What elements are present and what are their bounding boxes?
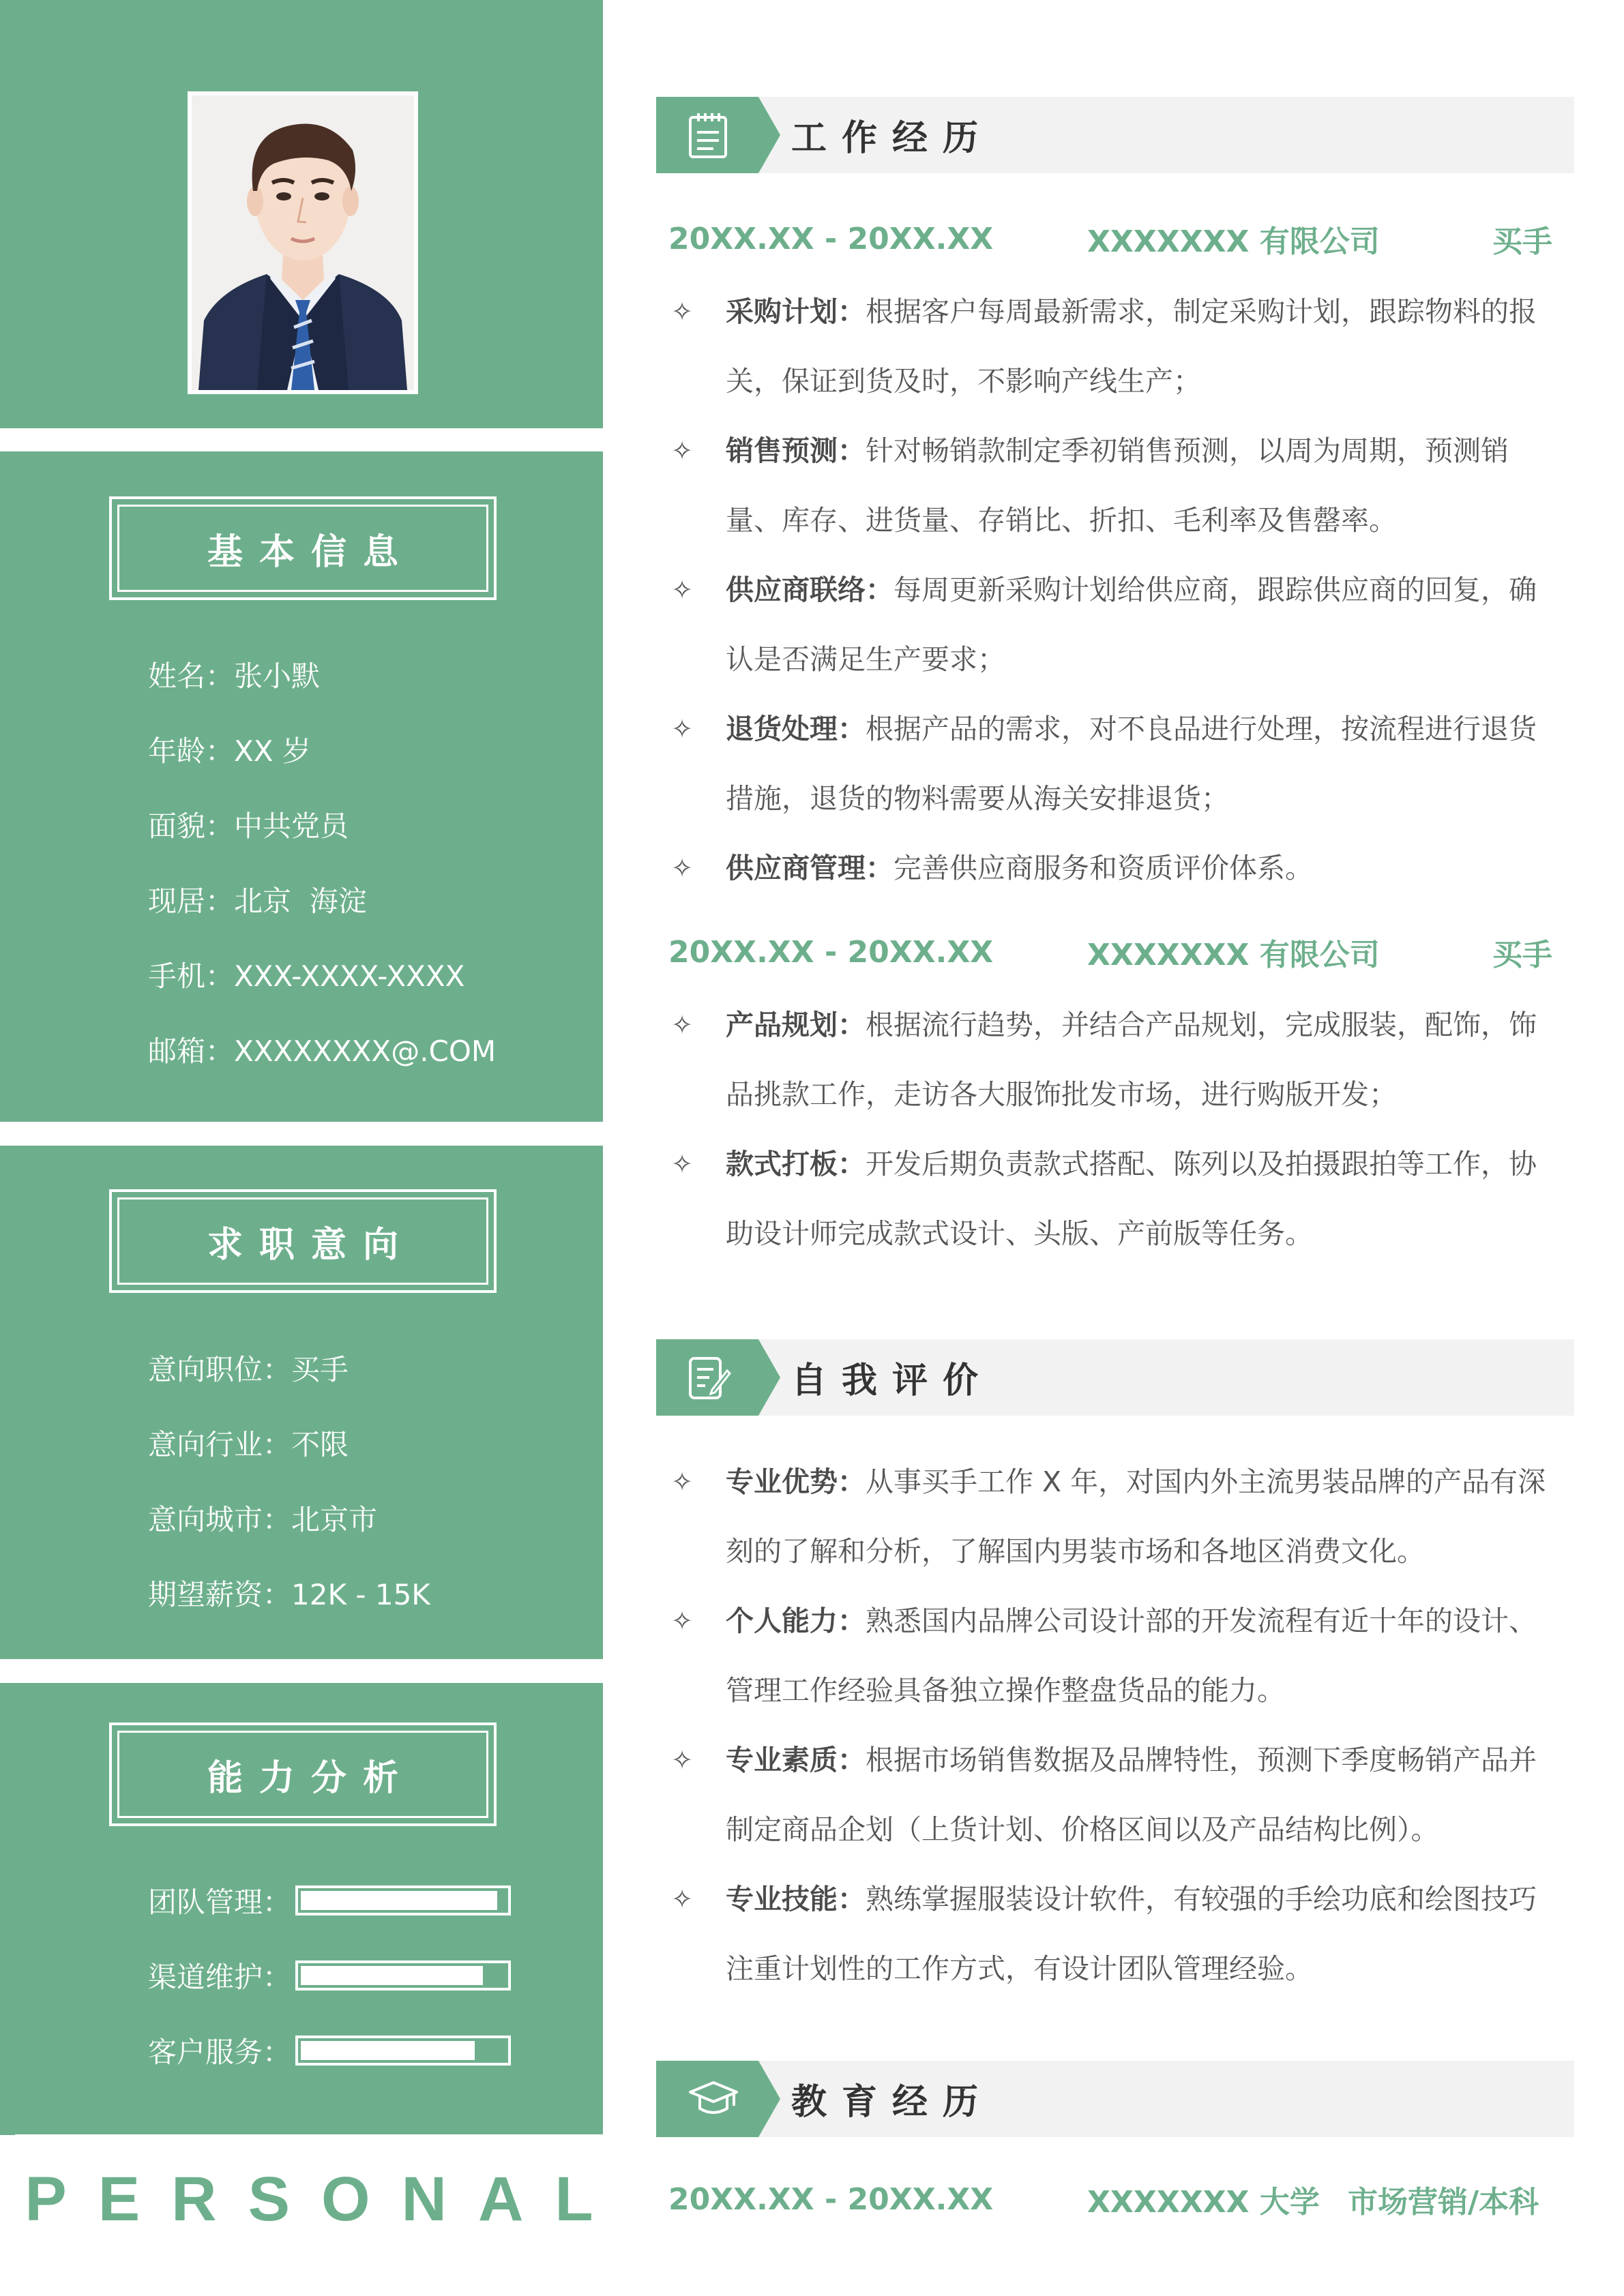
duty-text: 开发后期负责款式搭配、陈列以及拍摄跟拍等工作，协助设计师完成款式设计、头版、产前版等任务。 [726,1148,1537,1250]
duty-text: 每周更新采购计划给供应商，跟踪供应商的回复，确认是否满足生产要求； [726,573,1537,676]
skill-bar [295,1885,511,1915]
evaluation-label: 专业技能： [726,1883,866,1915]
work-experience-header [656,97,1574,173]
job-date: 20XX.XX - 20XX.XX [668,221,994,256]
info-label: 意向城市： [148,1503,292,1536]
four-point-star-icon: ✧ [671,1467,693,1497]
self-evaluation-header [656,1339,1574,1416]
skill-list [148,1863,511,2088]
intent-row-city [148,1482,430,1557]
duty-item [668,277,1555,416]
four-point-star-icon: ✧ [671,297,693,327]
evaluation-text: 根据市场销售数据及品牌特性，预测下季度畅销产品并制定商品企划（上货计划、价格区间以及产品结构比例）。 [726,1744,1537,1846]
evaluation-text: 从事买手工作 X 年，对国内外主流男装品牌的产品有深刻的了解和分析，了解国内男装市场和各地区消费文化。 [726,1465,1546,1568]
evaluation-label: 专业素质： [726,1744,866,1776]
personal-word: PERSONAL [25,2164,625,2234]
job-role: 买手 [1492,938,1552,972]
edit-document-icon [688,1354,731,1401]
personal-banner [15,2134,625,2264]
evaluation-text: 熟练掌握服装设计软件，有较强的手绘功底和绘图技巧注重计划性的工作方式，有设计团队管理经验。 [726,1883,1537,1985]
duty-item [668,694,1555,833]
info-row-residence [148,864,496,939]
notepad-icon [688,110,728,160]
job-company: XXXXXXX 有限公司 [1087,938,1380,972]
info-value: 中共党员 [234,809,349,843]
evaluation-label: 个人能力： [726,1605,866,1637]
duty-label: 销售预测： [726,434,866,467]
info-value: 买手 [291,1353,349,1386]
four-point-star-icon: ✧ [671,1745,693,1775]
job-2-duties [668,990,1555,1268]
basic-info-title: 基本信息 [207,531,415,573]
skill-bar-fill [301,1891,497,1910]
info-value: 北京 海淀 [234,884,367,918]
evaluation-item [668,1864,1555,2003]
duty-item [668,1129,1555,1268]
info-row-age [148,714,496,789]
duty-item [668,833,1555,903]
basic-info-title-box [109,496,497,600]
duty-text: 完善供应商服务和资质评价体系。 [894,852,1313,884]
photo-block [0,0,603,428]
education-header [656,2061,1574,2137]
info-value: XX 岁 [234,734,311,768]
duty-text: 根据流行趋势，并结合产品规划，完成服装，配饰，饰品挑款工作，走访各大服饰批发市场，进行购版开发； [726,1009,1537,1111]
skill-label: 团队管理： [148,1885,292,1919]
skill-bar-fill [301,2041,475,2060]
info-value: 12K - 15K [291,1578,430,1611]
intent-row-industry [148,1407,430,1482]
job-1-duties [668,277,1555,903]
info-label: 邮箱： [148,1034,235,1068]
duty-label: 退货处理： [726,713,866,745]
info-label: 期望薪资： [148,1578,292,1611]
info-label: 意向职位： [148,1353,292,1386]
four-point-star-icon: ✧ [671,714,693,744]
info-label: 姓名： [148,659,235,693]
education-major: 市场营销/本科 [1348,2185,1539,2220]
info-row-email [148,1014,496,1089]
duty-label: 产品规划： [726,1009,866,1041]
info-value: XXX-XXXX-XXXX [234,959,465,993]
self-evaluation-list [668,1447,1555,2003]
skill-row-team-management [148,1863,511,1938]
info-label: 面貌： [148,809,235,843]
job-role: 买手 [1492,224,1552,259]
info-label: 手机： [148,959,235,993]
four-point-star-icon: ✧ [671,1884,693,1914]
four-point-star-icon: ✧ [671,1010,693,1040]
info-row-political-status [148,789,496,864]
education-entry [668,2172,1555,2226]
job-intent-title-box [109,1189,497,1293]
profile-photo [192,95,414,390]
info-value: 张小默 [234,659,321,693]
sidebar [0,0,625,2296]
four-point-star-icon: ✧ [671,575,693,605]
four-point-star-icon: ✧ [671,436,693,466]
evaluation-text: 熟悉国内品牌公司设计部的开发流程有近十年的设计、管理工作经验具备独立操作整盘货品的能力。 [726,1605,1537,1707]
four-point-star-icon: ✧ [671,1149,693,1179]
portrait-illustration [192,95,414,390]
work-experience-tag [656,97,780,173]
duty-item [668,555,1555,694]
job-1-header [668,211,1552,266]
skill-bar [295,2036,511,2066]
evaluation-item [668,1586,1555,1725]
job-date: 20XX.XX - 20XX.XX [668,934,994,970]
intent-row-salary [148,1557,430,1632]
job-company: XXXXXXX 有限公司 [1087,224,1380,259]
info-label: 现居： [148,884,235,918]
info-label: 意向行业： [148,1428,292,1461]
education-date: 20XX.XX - 20XX.XX [668,2181,994,2217]
self-evaluation-tag [656,1339,780,1416]
info-value: XXXXXXXX@.COM [234,1034,497,1068]
four-point-star-icon: ✧ [671,1606,693,1636]
skill-analysis-title-box [109,1723,497,1826]
work-experience-title: 工作经历 [791,118,994,159]
four-point-star-icon: ✧ [671,853,693,883]
duty-text: 根据产品的需求，对不良品进行处理，按流程进行退货措施，退货的物料需要从海关安排退货； [726,713,1537,815]
duty-text: 针对畅销款制定季初销售预测，以周为周期，预测销量、库存、进货量、存销比、折扣、毛利率及售罄率。 [726,434,1509,537]
duty-label: 供应商管理： [726,852,894,884]
evaluation-label: 专业优势： [726,1465,866,1498]
duty-label: 供应商联络： [726,573,894,606]
job-intent-list [148,1332,430,1632]
job-intent-title: 求职意向 [207,1224,415,1266]
evaluation-item [668,1447,1555,1586]
info-label: 年龄： [148,734,235,768]
education-title: 教育经历 [791,2082,994,2123]
duty-label: 采购计划： [726,295,866,328]
skill-bar-fill [301,1966,483,1985]
self-evaluation-title: 自我评价 [791,1360,994,1401]
education-school: XXXXXXX 大学 [1087,2185,1320,2220]
info-row-name [148,639,496,714]
duty-item [668,990,1555,1129]
intent-row-position [148,1332,430,1407]
basic-info-list [148,639,496,1089]
skill-label: 客户服务： [148,2036,292,2069]
graduation-cap-icon [688,2078,739,2119]
profile-photo-frame [188,91,418,394]
skill-bar [295,1960,511,1991]
info-value: 北京市 [291,1503,378,1536]
job-2-header [668,925,1552,979]
education-tag [656,2061,780,2137]
duty-item [668,416,1555,555]
skill-analysis-title: 能力分析 [207,1757,415,1799]
skill-row-channel-maintenance [148,1938,511,2013]
evaluation-item [668,1725,1555,1864]
duty-label: 款式打板： [726,1148,866,1180]
skill-label: 渠道维护： [148,1960,292,1994]
skill-row-customer-service [148,2013,511,2088]
info-value: 不限 [291,1428,349,1461]
duty-text: 根据客户每周最新需求，制定采购计划，跟踪物料的报关，保证到货及时，不影响产线生产； [726,295,1537,398]
info-row-phone [148,939,496,1014]
basic-info-block [0,451,603,1122]
